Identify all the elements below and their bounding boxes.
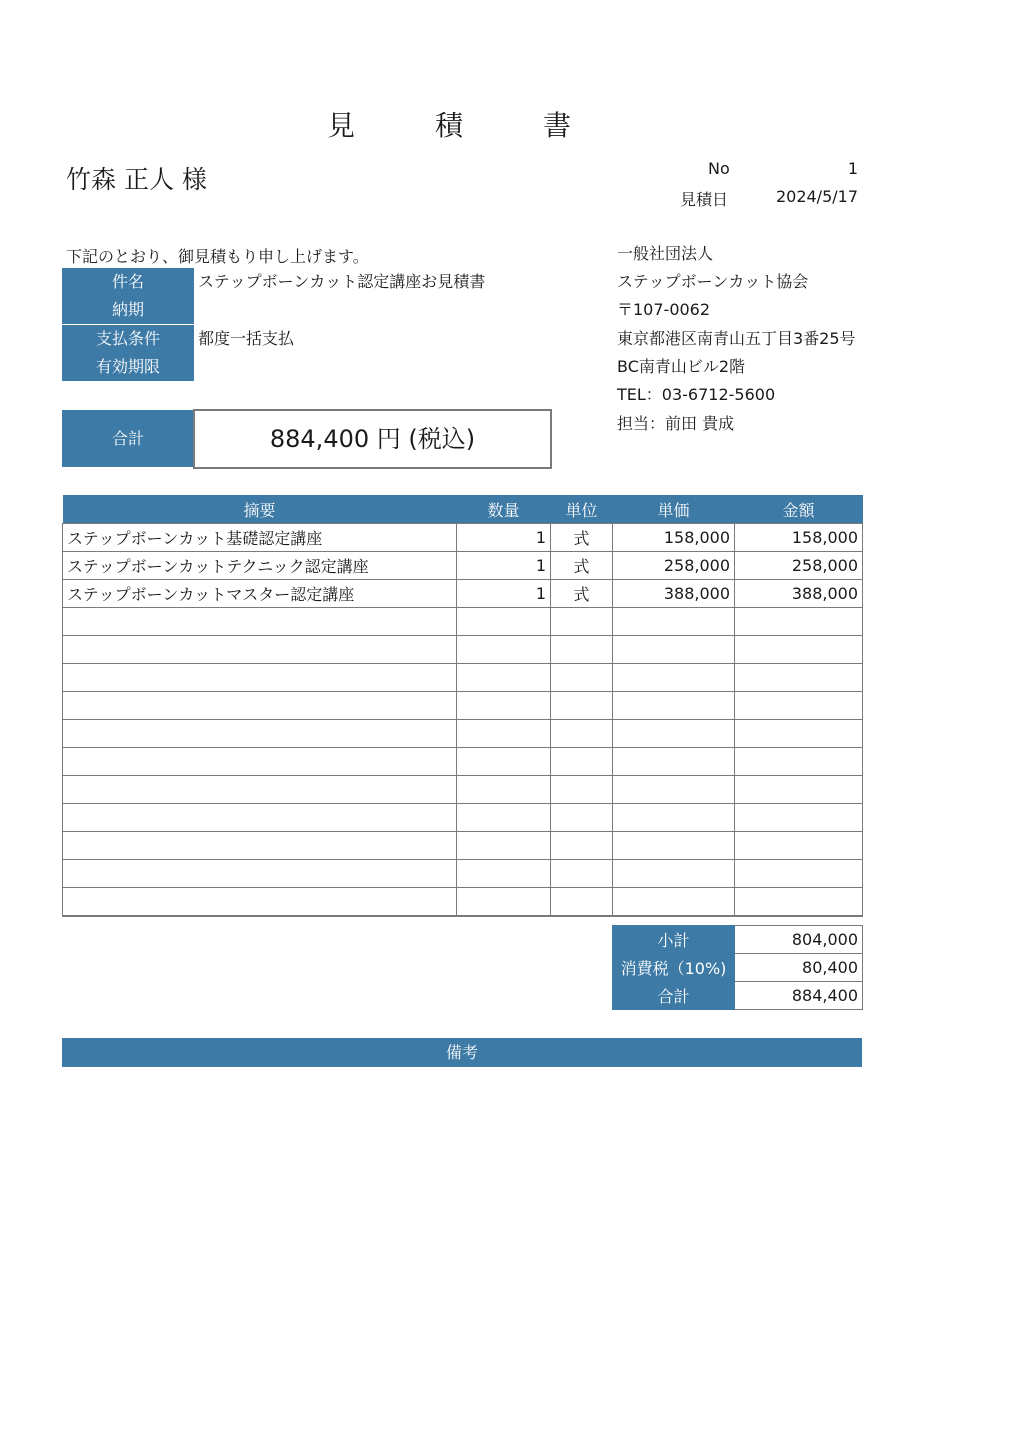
row-unit: 式 [551,524,613,552]
company-address-2: BC南青山ビル2階 [617,357,746,376]
row-description: ステップボーンカット基礎認定講座 [63,524,457,552]
table-row [63,804,863,832]
row-quantity [457,860,551,888]
row-description [63,636,457,664]
table-row [63,552,863,580]
row-quantity [457,636,551,664]
info-label-payment: 支払条件 [62,325,194,353]
row-unit [551,860,613,888]
table-row [63,720,863,748]
row-quantity [457,804,551,832]
header-unit-price: 単価 [613,495,735,524]
subtotal-label: 小計 [613,926,735,954]
info-value-payment: 都度一括支払 [198,329,295,348]
header-unit: 単位 [551,495,613,524]
info-label-subject: 件名 [62,268,194,296]
subtotal-value: 804,000 [735,926,863,954]
row-quantity [457,832,551,860]
row-amount [735,888,863,917]
quote-no-label: No [708,159,730,178]
row-amount [735,608,863,636]
row-amount [735,804,863,832]
header-amount: 金額 [735,495,863,524]
table-row [63,832,863,860]
row-amount [735,832,863,860]
row-quantity [457,888,551,917]
row-quantity [457,720,551,748]
table-row [63,776,863,804]
company-address-1: 東京都港区南青山五丁目3番25号 [617,329,856,348]
row-description [63,804,457,832]
items-header-row [63,495,863,524]
row-description [63,720,457,748]
row-amount [735,748,863,776]
row-description [63,664,457,692]
row-unit-price [613,804,735,832]
tax-label: 消費税（10%) [613,954,735,982]
row-description [63,748,457,776]
grand-total-label: 合計 [613,982,735,1010]
row-quantity [457,664,551,692]
tax-value: 80,400 [735,954,863,982]
table-row [63,860,863,888]
row-quantity [457,748,551,776]
row-description [63,776,457,804]
row-description [63,608,457,636]
row-amount [735,636,863,664]
row-unit: 式 [551,580,613,608]
row-unit [551,692,613,720]
quote-no-value: 1 [847,159,858,178]
grand-total-value: 884,400 [735,982,863,1010]
summary-row-subtotal [613,926,863,954]
row-unit-price [613,832,735,860]
row-amount [735,692,863,720]
row-amount [735,860,863,888]
summary-row-tax [613,954,863,982]
table-row [63,664,863,692]
table-row [63,636,863,664]
row-unit [551,720,613,748]
row-quantity: 1 [457,524,551,552]
company-contact: 担当：前田 貴成 [617,414,735,433]
table-row [63,692,863,720]
summary-table [612,925,863,1010]
row-description [63,888,457,917]
row-unit [551,608,613,636]
company-postal: 〒107-0062 [617,300,711,319]
row-amount [735,776,863,804]
row-unit [551,776,613,804]
info-label-delivery: 納期 [62,296,194,324]
intro-text: 下記のとおり、御見積もり申し上げます。 [66,247,369,266]
row-quantity: 1 [457,552,551,580]
header-description: 摘要 [63,495,457,524]
company-tel: TEL：03-6712-5600 [617,385,776,404]
row-amount [735,720,863,748]
client-name: 竹森 正人 様 [66,165,207,194]
row-amount [735,664,863,692]
row-unit-price [613,776,735,804]
table-row [63,580,863,608]
remarks-header: 備考 [62,1038,862,1067]
row-unit [551,664,613,692]
table-row [63,608,863,636]
row-amount: 158,000 [735,524,863,552]
row-description [63,832,457,860]
row-unit-price [613,664,735,692]
table-row [63,888,863,917]
row-unit [551,832,613,860]
row-unit-price [613,720,735,748]
row-description [63,860,457,888]
quote-date-value: 2024/5/17 [775,187,858,206]
total-label: 合計 [62,410,194,467]
row-unit [551,804,613,832]
row-unit-price [613,860,735,888]
row-description: ステップボーンカットテクニック認定講座 [63,552,457,580]
row-description [63,692,457,720]
row-amount: 388,000 [735,580,863,608]
row-amount: 258,000 [735,552,863,580]
row-unit: 式 [551,552,613,580]
quote-date-label: 見積日 [680,190,729,209]
info-value-subject: ステップボーンカット認定講座お見積書 [198,272,486,291]
row-unit-price: 158,000 [613,524,735,552]
row-unit [551,748,613,776]
header-quantity: 数量 [457,495,551,524]
row-quantity [457,608,551,636]
row-unit [551,636,613,664]
table-row [63,524,863,552]
row-unit-price [613,692,735,720]
row-quantity [457,692,551,720]
document-title: 見 積 書 [326,109,597,142]
row-unit-price [613,608,735,636]
summary-row-total [613,982,863,1010]
total-amount: 884,400 円 (税込) [193,409,552,469]
row-unit-price [613,888,735,917]
row-description: ステップボーンカットマスター認定講座 [63,580,457,608]
info-label-validity: 有効期限 [62,353,194,381]
items-table [62,495,863,917]
row-unit-price [613,636,735,664]
row-unit-price: 388,000 [613,580,735,608]
row-quantity [457,776,551,804]
row-unit [551,888,613,917]
table-row [63,748,863,776]
row-quantity: 1 [457,580,551,608]
row-unit-price: 258,000 [613,552,735,580]
company-type: 一般社団法人 [617,244,714,263]
company-name: ステップボーンカット協会 [617,272,809,291]
row-unit-price [613,748,735,776]
